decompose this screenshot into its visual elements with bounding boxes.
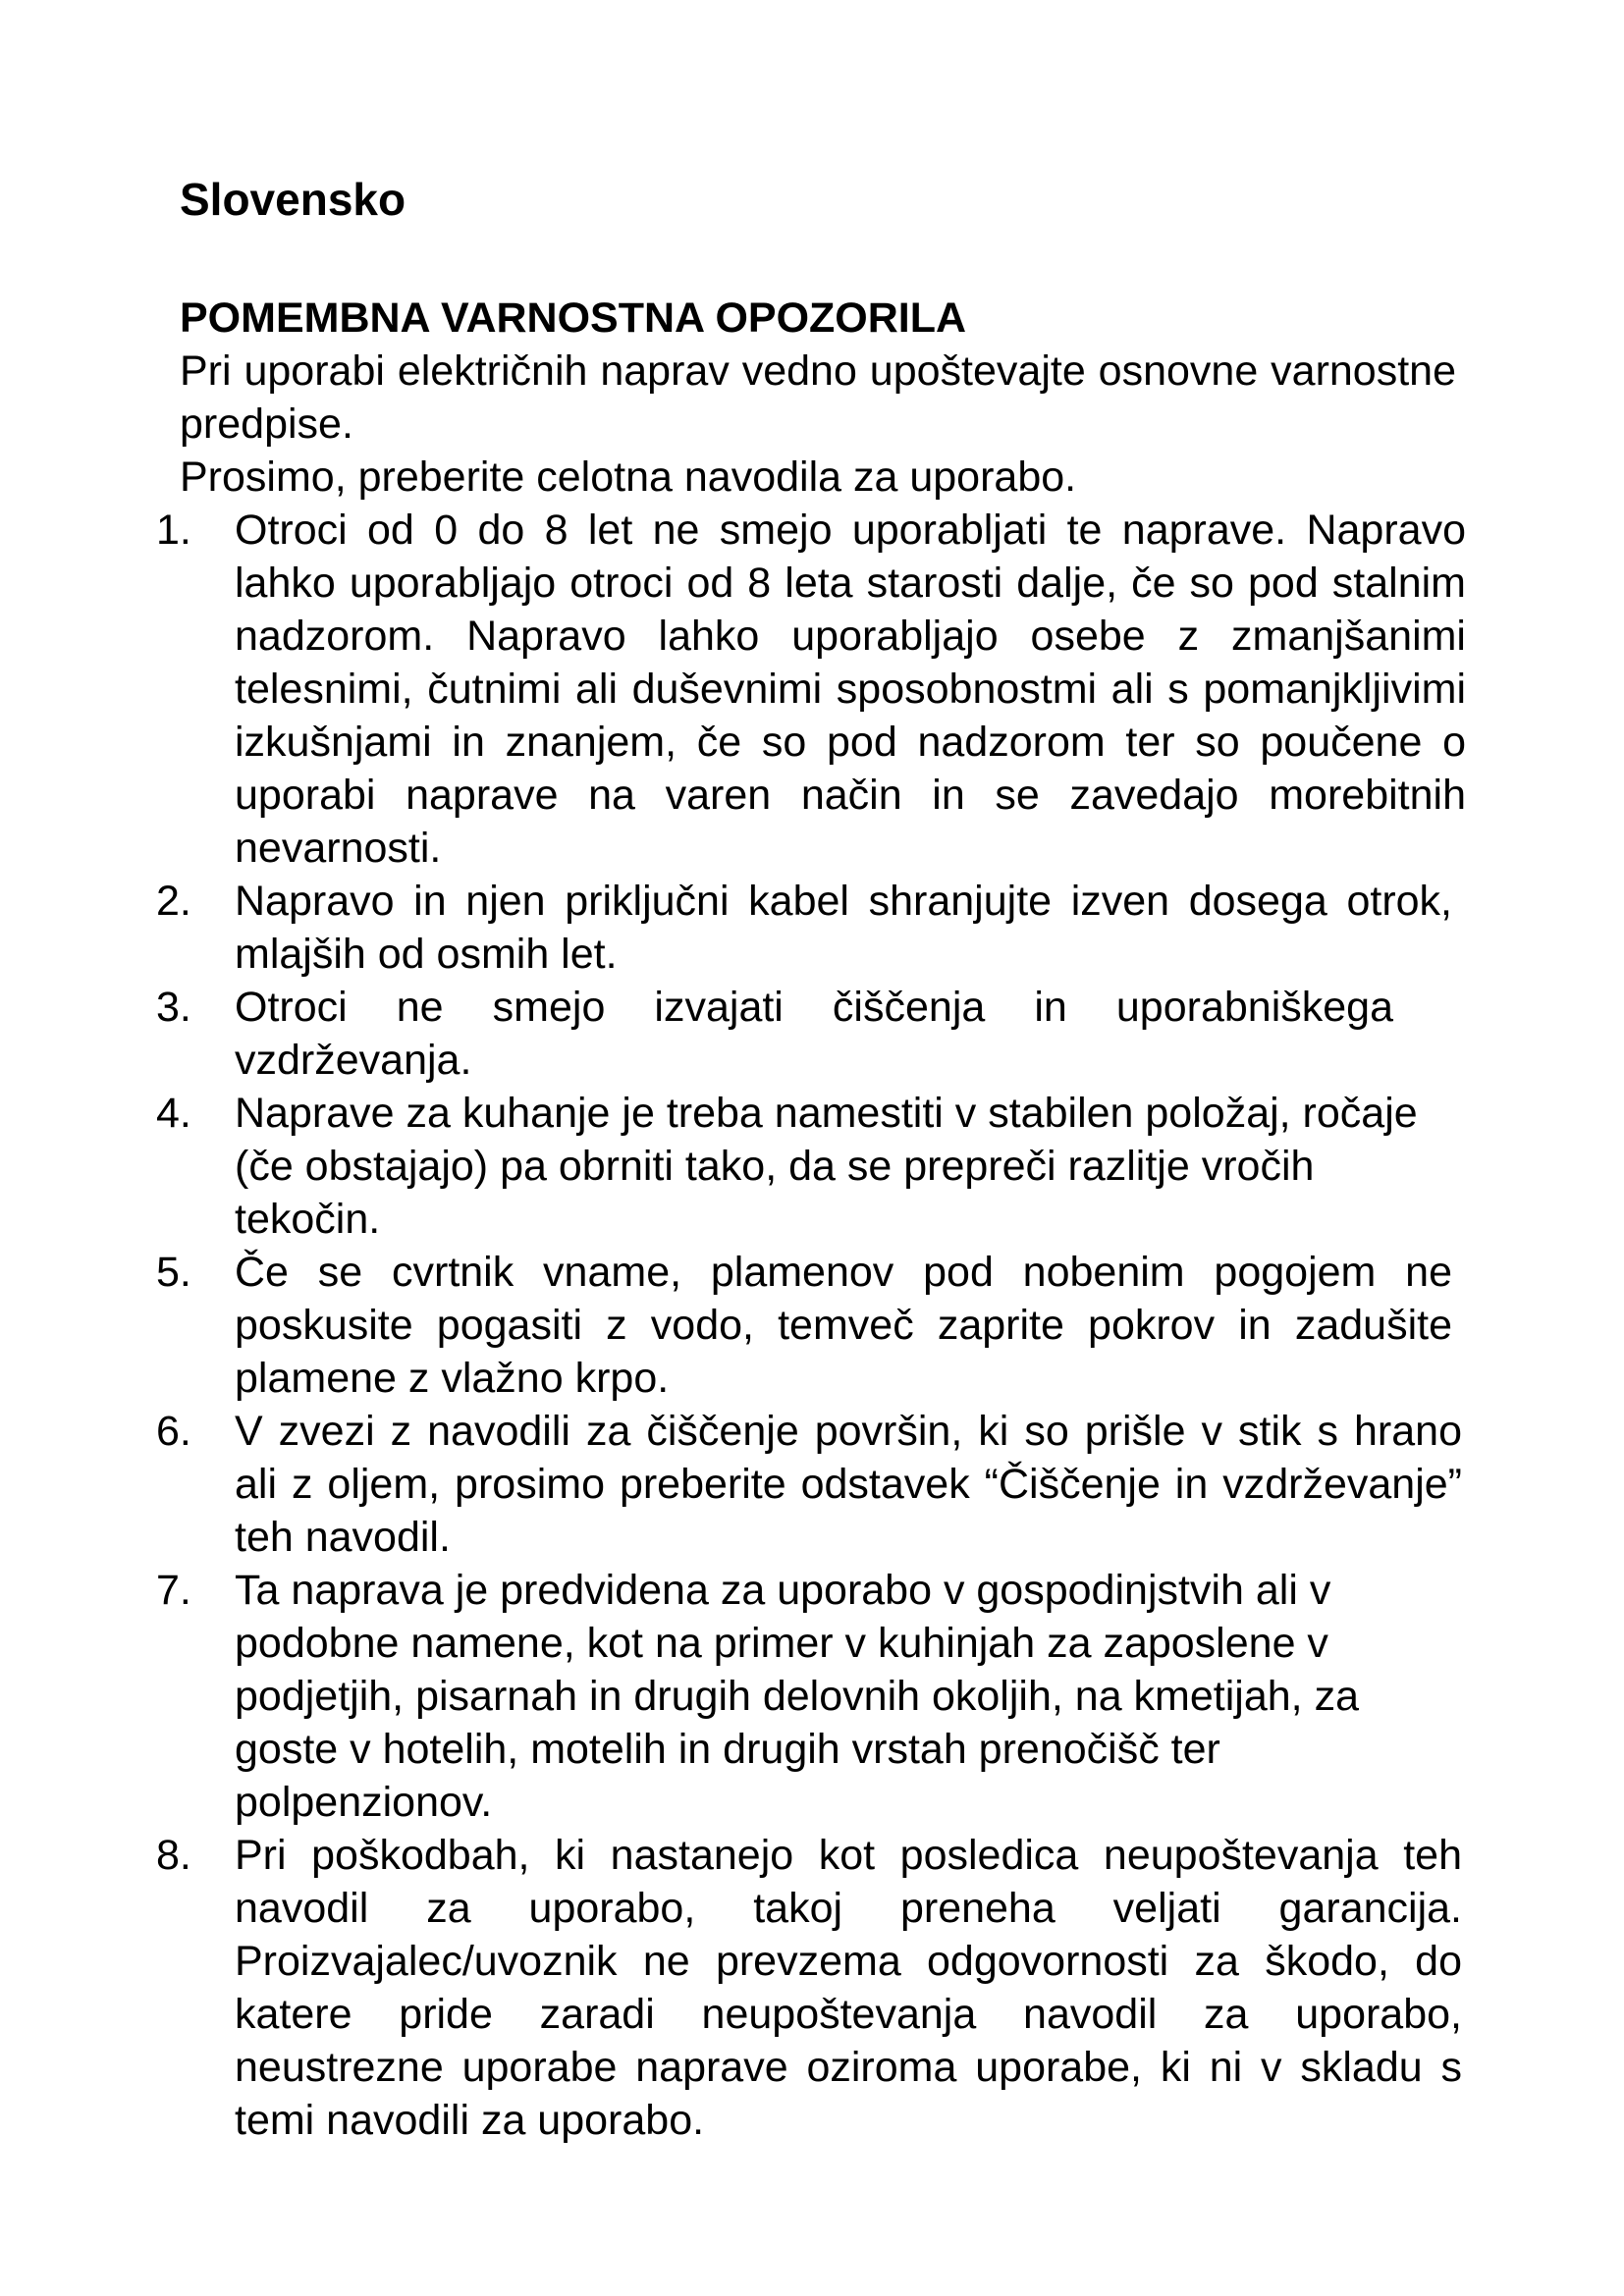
item-number: 7. [156,1567,191,1614]
item-number: 2. [156,878,191,925]
item-text: Otroci ne smejo izvajati čiščenja in uporabniškega vzdrževanja. [235,984,1393,1084]
list-item [156,1087,1462,1246]
item-text: V zvezi z navodili za čiščenje površin, ki so prišle v stik s hrano ali z oljem, prosimo preberite odstavek “Čiščenje in vzdrževanje” teh navodil. [235,1408,1462,1561]
document-page [156,173,1466,2147]
item-text: Otroci od 0 do 8 let ne smejo uporabljati te naprave. Napravo lahko uporabljajo otroci od 8 leta starosti dalje, če so pod stalnim nadzorom. Napravo lahko uporabljajo osebe z zmanjšanimi telesnimi, čutnimi ali duševnimi sposobnostmi ali s pomanjkljivimi izkušnjami in znanjem, če so pod nadzorom ter so poučene o uporabi naprave na varen način in se zavedajo morebitnih nevarnosti. [235,507,1466,872]
list-item [156,1564,1462,1829]
list-item [156,504,1466,875]
list-item [156,1829,1462,2147]
list-item [156,1405,1462,1564]
section-heading: POMEMBNA VARNOSTNA OPOZORILA [180,294,967,342]
item-number: 8. [156,1832,191,1879]
item-number: 1. [156,507,191,554]
intro-paragraph: Pri uporabi električnih naprav vedno upoštevajte osnovne varnostne predpise. [180,347,1456,448]
item-text: Pri poškodbah, ki nastanejo kot posledica neupoštevanja teh navodil za uporabo, takoj preneha veljati garancija. Proizvajalec/uvoznik ne prevzema odgovornosti za škodo, do katere pride zaradi neupoštevanja navodil za uporabo, neustrezne uporabe naprave oziroma uporabe, ki ni v skladu s temi navodili za uporabo. [235,1832,1462,2144]
item-number: 3. [156,984,191,1031]
item-number: 4. [156,1090,191,1137]
item-text: Naprave za kuhanje je treba namestiti v stabilen položaj, ročaje (če obstajajo) pa obrniti tako, da se prepreči razlitje vročih tekočin. [235,1090,1418,1243]
item-text: Napravo in njen priključni kabel shranjujte izven dosega otrok, mlajših od osmih let. [235,878,1452,978]
language-title: Slovensko [180,174,406,225]
item-number: 5. [156,1249,191,1296]
safety-list [156,504,1466,2147]
item-number: 6. [156,1408,191,1455]
intro-paragraph: Prosimo, preberite celotna navodila za uporabo. [180,454,1077,501]
list-item [156,875,1452,981]
list-item [156,1246,1452,1405]
list-item [156,981,1393,1087]
item-text: Ta naprava je predvidena za uporabo v gospodinjstvih ali v podobne namene, kot na primer v kuhinjah za zaposlene v podjetjih, pisarnah in drugih delovnih okoljih, na kmetijah, za goste v hotelih, motelih in drugih vrstah prenočišč ter polpenzionov. [235,1567,1359,1826]
item-text: Če se cvrtnik vname, plamenov pod nobenim pogojem ne poskusite pogasiti z vodo, temveč zaprite pokrov in zadušite plamene z vlažno krpo. [235,1249,1452,1402]
